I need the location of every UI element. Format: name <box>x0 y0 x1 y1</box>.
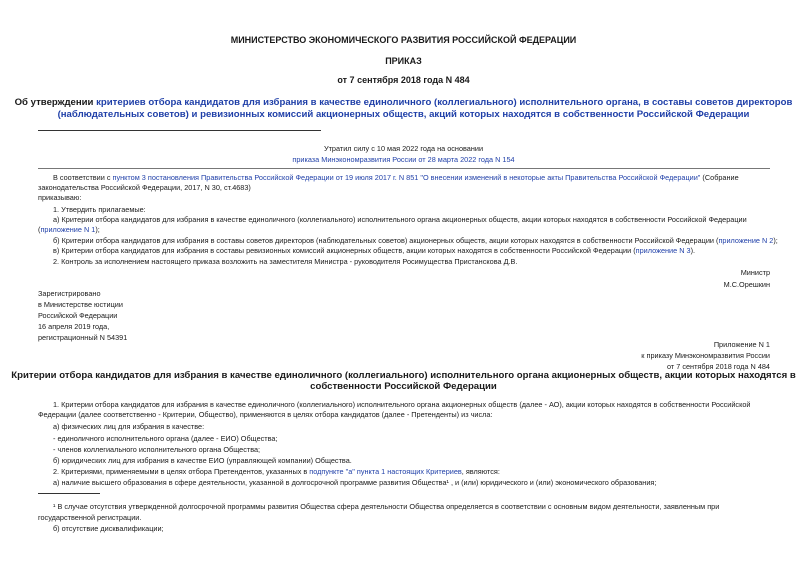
paragraph-control: 2. Контроль за исполнением настоящего приказа возложить на заместителя Министра - руководителя Росимущества Пристанскова Д.В. <box>53 257 518 266</box>
criteria-para-1: 1. Критерии отбора кандидатов для избрания в качестве единоличного (коллегиального) исполнительного органа акционерных обществ (далее - АО), акции которых находятся в собственности Российской <box>53 400 751 409</box>
paragraph-item-a-line-2: (приложение N 1); <box>38 225 100 234</box>
title-prefix: Об утверждении <box>14 97 97 108</box>
appendix-1-link[interactable]: приложение N 1 <box>40 225 96 234</box>
criteria-item-collegial: - членов коллегиального исполнительного органа Общества; <box>53 445 261 454</box>
criteria-no-disqualification: б) отсутствие дисквалификации; <box>53 524 164 533</box>
criteria-item-eio: - единоличного исполнительного органа (далее - ЕИО) Общества; <box>53 434 278 443</box>
appendix-title-line-1: Критерии отбора кандидатов для избрания в качестве единоличного (коллегиального) исполнительного органа акционерных обществ, акции которых находятся в <box>11 370 796 381</box>
criteria-education: а) наличие высшего образования в сфере деятельности, указанной в долгосрочной программе развития Общества¹ , и (или) юридического и (или) экономического образования; <box>53 478 657 487</box>
paragraph-item-a: а) Критерии отбора кандидатов для избрания в качестве единоличного (коллегиального) исполнительного органа акционерных обществ, акции которых находятся в собственности Российской Федерации <box>53 215 747 224</box>
signature-name: М.С.Орешкин <box>723 280 770 289</box>
paragraph-item-c: в) Критерии отбора кандидатов для избрания в составы ревизионных комиссий акционерных обществ, акции которых находятся в собственности Российской Федерации (приложение N 3). <box>53 246 696 255</box>
paragraph-basis-line-2: законодательства Российской Федерации, 2017, N 30, ст.4683) <box>38 183 251 192</box>
paragraph-order: приказываю: <box>38 193 82 202</box>
date-number-heading: от 7 сентября 2018 года N 484 <box>337 75 470 85</box>
appendix-title-line-2: собственности Российской Федерации <box>310 381 497 392</box>
p1-text-a: В соответствии с <box>53 173 113 182</box>
signature-position: Министр <box>740 268 770 277</box>
appendix-2-link[interactable]: приложение N 2 <box>718 236 774 245</box>
divider-top <box>38 130 321 131</box>
registration-line-1: Зарегистрировано <box>38 289 101 298</box>
footnote-divider <box>38 493 100 494</box>
registration-line-3: Российской Федерации <box>38 311 118 320</box>
divider-status <box>38 168 770 169</box>
p1-decree-link[interactable]: пунктом 3 постановления Правительства Российской Федерации от 19 июля 2017 г. N 851 "О внесении изменений в некоторые акты Правительства Российской Федерации" <box>112 173 701 182</box>
appendix-3-link[interactable]: приложение N 3 <box>635 246 691 255</box>
footnote-1: ¹ В случае отсутствия утвержденной долгосрочной программы развития Общества сфера деятельности Общества определяется в соответствии с основным видом деятельности, заявленным при <box>53 502 720 511</box>
subpoint-a-link[interactable]: подпункте "а" пункта 1 настоящих Критериев <box>309 467 462 476</box>
registration-line-5: регистрационный N 54391 <box>38 333 128 342</box>
criteria-item-b: б) юридических лиц для избрания в качестве ЕИО (управляющей компании) Общества. <box>53 456 352 465</box>
title-link-1[interactable]: критериев отбора кандидатов для избрания в качестве единоличного (коллегиального) исполнительного органа, в составы советов директоров <box>96 97 793 108</box>
ministry-heading: МИНИСТЕРСТВО ЭКОНОМИЧЕСКОГО РАЗВИТИЯ РОССИЙСКОЙ ФЕДЕРАЦИИ <box>230 35 577 45</box>
footnote-1-line-2: государственной регистрации. <box>38 513 142 522</box>
criteria-para-2: 2. Критериями, применяемыми в целях отбора Претендентов, указанных в подпункте "а" пункта 1 настоящих Критериев, являются: <box>53 467 500 476</box>
registration-line-4: 16 апреля 2019 года, <box>38 322 110 331</box>
status-repeal-link[interactable]: приказа Минэкономразвития России от 28 марта 2022 года N 154 <box>292 155 515 164</box>
paragraph-approve: 1. Утвердить прилагаемые: <box>53 205 146 214</box>
status-line-1: Утратил силу с 10 мая 2022 года на основании <box>323 144 484 153</box>
appendix-order-ref: к приказу Минэкономразвития России <box>641 351 770 360</box>
registration-line-2: в Министерстве юстиции <box>38 300 123 309</box>
criteria-item-a: а) физических лиц для избрания в качестве: <box>53 422 205 431</box>
doc-type-heading: ПРИКАЗ <box>385 56 422 66</box>
doc-title-line-1 <box>0 97 807 109</box>
appendix-date-ref: от 7 сентября 2018 года N 484 <box>667 362 770 371</box>
paragraph-item-b: б) Критерии отбора кандидатов для избрания в составы советов директоров (наблюдательных советов) акционерных обществ, акции которых находятся в собственности Российской Федерации (приложение N 2); <box>53 236 778 245</box>
criteria-para-1-line-2: Федерации (далее соответственно - Критерии, Общество), применяются в целях отбора кандидатов (далее - Претенденты) из числа: <box>38 410 493 419</box>
appendix-label: Приложение N 1 <box>713 340 770 349</box>
paragraph-basis <box>53 173 739 182</box>
p1-text-b: (Собрание <box>700 173 739 182</box>
title-link-2[interactable]: (наблюдательных советов) и ревизионных комиссий акционерных обществ, акций которых находятся в собственности Российской Федерации <box>57 109 750 120</box>
